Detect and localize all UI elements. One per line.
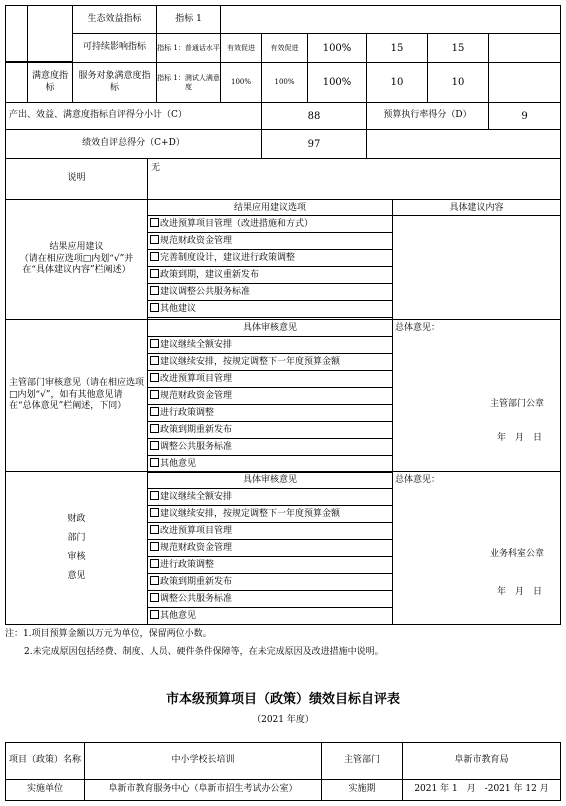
finance-option-7[interactable]: [148, 591, 392, 608]
option-label: 进行政策调整: [160, 560, 215, 570]
dept-value: 阜新市教育局: [402, 742, 561, 780]
option-label: 规范财政资金管理: [160, 391, 233, 401]
checkbox-icon[interactable]: [150, 542, 159, 551]
option-label: 完善制度设计，建议进行政策调整: [160, 253, 296, 263]
remark-sustain: [488, 33, 561, 63]
checkbox-icon[interactable]: [150, 339, 159, 348]
option-label: 调整公共服务标准: [160, 594, 233, 604]
finance-header: 具体审核意见: [148, 472, 392, 489]
option-label: 建议继续安排，按规定调整下一年度预算金额: [160, 509, 341, 519]
second-form-title: 市本级预算项目（政策）绩效目标自评表: [165, 692, 400, 707]
checkbox-icon[interactable]: [150, 559, 159, 568]
period-label: 实施期: [321, 779, 403, 801]
finance-option-1[interactable]: [148, 489, 392, 506]
result-title-cell: [5, 199, 148, 320]
option-label: 规范财政资金管理: [160, 543, 233, 553]
checkbox-icon[interactable]: [150, 356, 159, 365]
sub-satisfaction: 服务对象满意度指标: [72, 62, 157, 103]
cat-satisfaction: 满意度指标: [27, 62, 73, 103]
budget-score-value: 9: [488, 102, 561, 130]
target-satisfaction: 100%: [220, 62, 262, 103]
finance-title-3: 审核: [67, 552, 86, 562]
score-satisfaction: 10: [427, 62, 489, 103]
rate-sustain: 100%: [307, 33, 367, 63]
checkbox-icon[interactable]: [150, 525, 159, 534]
checkbox-icon[interactable]: [150, 235, 159, 244]
dept-stamp: 主管部门公章: [490, 399, 545, 409]
total-score-value: 97: [261, 129, 367, 159]
second-form-year: （2021 年度）: [252, 715, 314, 725]
checkbox-icon[interactable]: [150, 218, 159, 227]
dept-option-5[interactable]: [148, 405, 392, 422]
actual-satisfaction: 100%: [261, 62, 308, 103]
dept-label: 主管部门: [321, 742, 403, 780]
rate-satisfaction: 100%: [307, 62, 367, 103]
finance-stamp: 业务科室公章: [490, 549, 545, 559]
checkbox-icon[interactable]: [150, 269, 159, 278]
checkbox-icon[interactable]: [150, 373, 159, 382]
result-note: （请在相应选项□内划“√”并在“具体建议内容”栏阐述）: [19, 253, 134, 276]
weight-sustain: 15: [366, 33, 428, 63]
cat-satisfaction-blank: [5, 62, 28, 103]
dept-option-2[interactable]: [148, 354, 392, 371]
result-option-2[interactable]: [148, 233, 392, 250]
result-option-4[interactable]: [148, 267, 392, 284]
cat-blank-1: [5, 5, 28, 62]
finance-title: [5, 471, 148, 625]
dept-option-1[interactable]: [148, 337, 392, 354]
option-label: 改进预算项目管理: [160, 526, 233, 536]
subtotal-value: 88: [261, 102, 367, 130]
checkbox-icon[interactable]: [150, 508, 159, 517]
target-sustain: 有效促进: [220, 33, 262, 63]
option-label: 规范财政资金管理: [160, 236, 233, 246]
checkbox-icon[interactable]: [150, 252, 159, 261]
explain-label: 说明: [5, 158, 148, 200]
option-label: 改进预算项目管理: [160, 374, 233, 384]
dept-option-3[interactable]: [148, 371, 392, 388]
period-value: 2021 年 1 月 -2021 年 12 月: [402, 779, 561, 801]
finance-option-5[interactable]: [148, 557, 392, 574]
finance-option-6[interactable]: [148, 574, 392, 591]
checkbox-icon[interactable]: [150, 458, 159, 467]
result-option-3[interactable]: [148, 250, 392, 267]
option-label: 建议继续全额安排: [160, 340, 233, 350]
remark-satisfaction: [488, 62, 561, 103]
ecology-rest: [220, 5, 561, 34]
result-content-header: 具体建议内容: [393, 200, 560, 216]
checkbox-icon[interactable]: [150, 441, 159, 450]
option-label: 建议继续安排，按规定调整下一年度预算金额: [160, 357, 341, 367]
indicator-satisfaction: 指标 1：测试人满意度: [156, 62, 221, 103]
finance-title-1: 财政: [67, 514, 86, 525]
finance-date: 年 月 日: [497, 587, 543, 597]
option-label: 改进预算项目管理（改进措施和方式）: [160, 219, 314, 229]
sub-sustain: 可持续影响指标: [72, 33, 157, 63]
finance-option-4[interactable]: [148, 540, 392, 557]
result-option-5[interactable]: [148, 284, 392, 301]
checkbox-icon[interactable]: [150, 303, 159, 312]
dept-title: 主管部门审核意见（请在相应选项□内划“√”，如有其他意见请在“总体意见”栏阐述，下同）: [5, 319, 148, 472]
indicator-sustain: 指标 1：普通话水平: [156, 33, 221, 63]
checkbox-icon[interactable]: [150, 407, 159, 416]
project-value: 中小学校长培训: [84, 742, 322, 780]
dept-option-4[interactable]: [148, 388, 392, 405]
note-1: 注：1.项目预算金额以万元为单位，保留两位小数。: [5, 629, 212, 639]
option-label: 调整公共服务标准: [160, 442, 233, 452]
actual-sustain: 有效促进: [261, 33, 308, 63]
result-option-6[interactable]: [148, 301, 392, 318]
option-label: 政策到期重新发布: [160, 425, 233, 435]
finance-option-3[interactable]: [148, 523, 392, 540]
checkbox-icon[interactable]: [150, 390, 159, 399]
result-option-1[interactable]: [148, 216, 392, 233]
total-score-label: 绩效自评总得分（C+D）: [5, 129, 262, 159]
note-2: 2.未完成原因包括经费、制度、人员、硬件条件保障等，在未完成原因及改进措施中说明。: [24, 647, 384, 657]
option-label: 建议继续全额安排: [160, 492, 233, 502]
option-label: 其他意见: [160, 611, 197, 621]
result-content-cell: [392, 199, 561, 320]
checkbox-icon[interactable]: [150, 424, 159, 433]
budget-score-label: 预算执行率得分（D）: [366, 102, 489, 130]
explain-value: 无: [147, 158, 561, 200]
finance-title-4: 意见: [67, 570, 86, 581]
dept-overall-label: 总体意见：: [395, 323, 441, 333]
option-label: 政策到期重新发布: [160, 577, 233, 587]
option-label: 建议调整公共服务标准: [160, 287, 251, 297]
checkbox-icon[interactable]: [150, 576, 159, 585]
dept-overall-cell: [392, 319, 561, 472]
weight-satisfaction: 10: [366, 62, 428, 103]
sub-ecology: 生态效益指标: [72, 5, 157, 34]
score-sustain: 15: [427, 33, 489, 63]
unit-value: 阜新市教育服务中心（阜新市招生考试办公室）: [84, 779, 322, 801]
option-label: 其他建议: [160, 304, 197, 314]
project-label: 项目（政策）名称: [5, 742, 85, 780]
dept-header: 具体审核意见: [148, 320, 392, 337]
checkbox-icon[interactable]: [150, 286, 159, 295]
indicator-ecology: 指标 1: [156, 5, 221, 34]
dept-option-6[interactable]: [148, 422, 392, 439]
checkbox-icon[interactable]: [150, 491, 159, 500]
option-label: 进行政策调整: [160, 408, 215, 418]
checkbox-icon[interactable]: [150, 610, 159, 619]
finance-title-2: 部门: [67, 533, 86, 544]
result-options-header: 结果应用建议选项: [148, 200, 392, 216]
finance-overall-label: 总体意见：: [395, 475, 441, 485]
finance-option-8[interactable]: [148, 608, 392, 625]
unit-label: 实施单位: [5, 779, 85, 801]
dept-option-7[interactable]: [148, 439, 392, 456]
total-rest: [366, 129, 561, 159]
finance-option-2[interactable]: [148, 506, 392, 523]
result-title: 结果应用建议: [49, 241, 104, 252]
option-label: 政策到期，建议重新发布: [160, 270, 260, 280]
dept-date: 年 月 日: [497, 433, 543, 443]
checkbox-icon[interactable]: [150, 593, 159, 602]
subtotal-label: 产出、效益、满意度指标自评得分小计（C）: [5, 102, 262, 130]
option-label: 其他意见: [160, 459, 197, 469]
cat-blank-2: [27, 5, 73, 62]
